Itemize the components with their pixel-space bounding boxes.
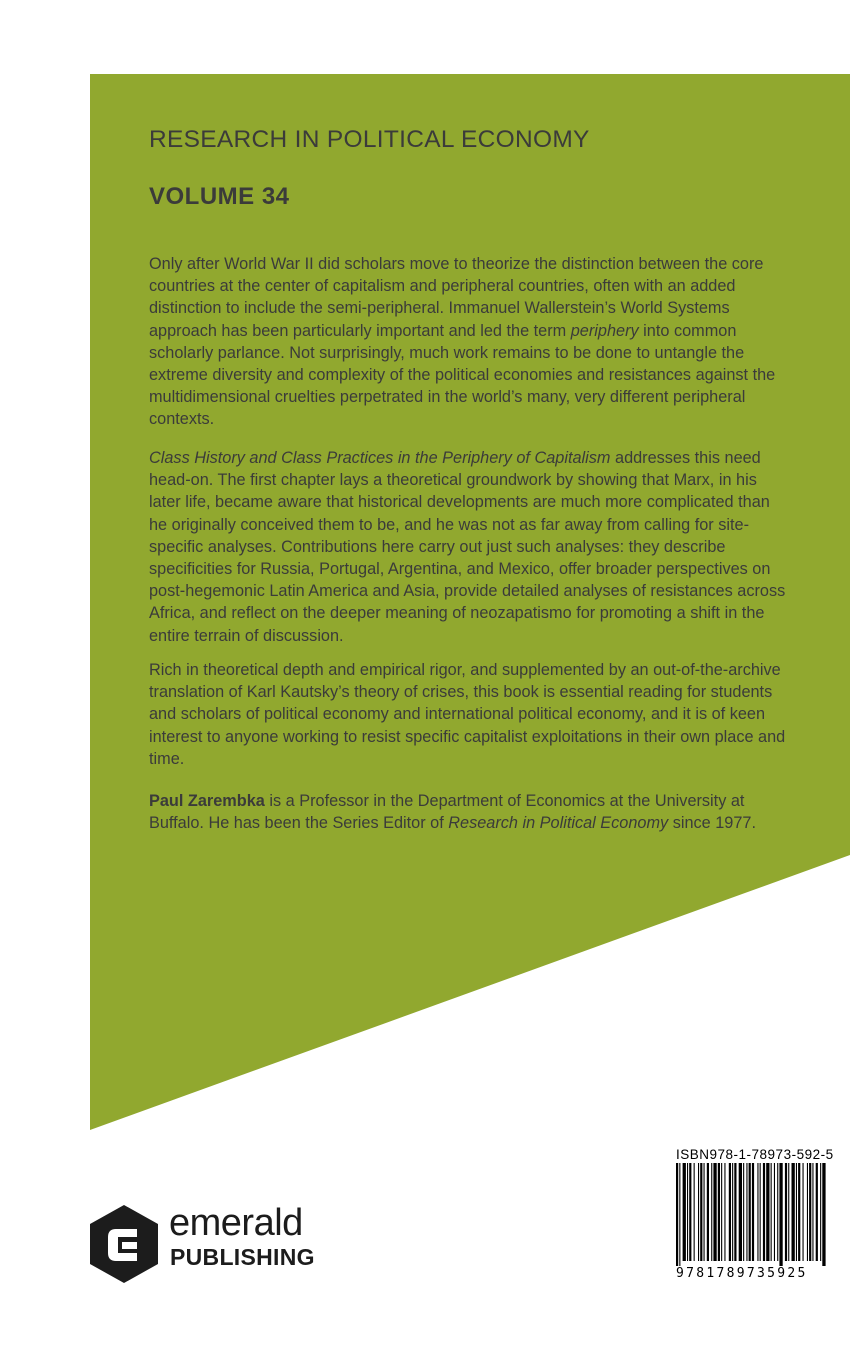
barcode-bar <box>792 1163 795 1261</box>
barcode-bar <box>798 1163 800 1261</box>
barcode-bar <box>820 1163 821 1261</box>
blurb-paragraph-1: Only after World War II did scholars move to theorize the distinction between the core countries at the center of capitalism and peripheral countries, often with an added distinction to include the semi-peripheral. Immanuel Wallerstein’s World Systems approach has been particularly important and led the term periphery into common scholarly parlance. Not surprisingly, much work remains to be done to untangle the extreme diversity and complexity of the political economies and resistances against the multidimensional cruelties perpetrated in the world’s many, very different peripheral contexts. <box>149 255 776 429</box>
author-bio: Paul Zarembka is a Professor in the Department of Economics at the University at Buffalo. He has been the Series Editor of Research in Political Economy since 1977. <box>149 792 756 833</box>
barcode-bar <box>788 1163 789 1261</box>
barcode-bar <box>803 1163 804 1261</box>
series-title: RESEARCH IN POLITICAL ECONOMY <box>149 126 590 153</box>
barcode-bar <box>694 1163 695 1261</box>
barcode-bar <box>822 1163 825 1266</box>
barcode-bar <box>687 1163 688 1261</box>
barcode-bar <box>812 1163 813 1261</box>
author-name: Paul Zarembka <box>149 792 265 810</box>
barcode-bar <box>683 1163 686 1261</box>
barcode-bar <box>707 1163 709 1261</box>
barcode-bar <box>774 1163 775 1261</box>
barcode-bar <box>734 1163 736 1261</box>
barcode-bar <box>698 1163 699 1261</box>
barcode-bar <box>746 1163 747 1261</box>
barcode-bar <box>743 1163 744 1261</box>
barcode-bar <box>771 1163 772 1261</box>
barcode-bar <box>711 1163 712 1261</box>
barcode-bar <box>732 1163 733 1261</box>
publisher-name-publishing: PUBLISHING <box>170 1244 315 1270</box>
volume-number: VOLUME 34 <box>149 183 290 210</box>
barcode-bar <box>689 1163 691 1261</box>
periphery-term: periphery <box>570 321 639 340</box>
barcode-bar <box>766 1163 769 1261</box>
barcode-bar <box>796 1163 797 1261</box>
barcode-bar <box>807 1163 808 1261</box>
barcode-bar <box>763 1163 765 1261</box>
barcode <box>676 1163 828 1266</box>
barcode-bar <box>749 1163 751 1261</box>
barcode-bar <box>785 1163 787 1261</box>
barcode-bar <box>679 1163 680 1266</box>
barcode-bar <box>718 1163 720 1261</box>
barcode-bar <box>700 1163 702 1261</box>
publisher-name-emerald: emerald <box>169 1202 303 1244</box>
barcode-bar <box>809 1163 811 1261</box>
barcode-bar <box>729 1163 731 1261</box>
blurb-paragraph-3: Rich in theoretical depth and empirical rigor, and supplemented by an out-of-the-archive translation of Karl Kautsky’s theory of crises, this book is essential reading for students and scholars of political economy and international political economy, and it is of keen interest to anyone working to resist specific capitalist exploitations in their own place and time. <box>149 661 786 768</box>
barcode-bar <box>739 1163 742 1261</box>
barcode-digits: 9781789735925 <box>676 1266 808 1281</box>
barcode-bar <box>704 1163 705 1261</box>
barcode-bar <box>724 1163 725 1261</box>
book-title-italic: Class History and Class Practices in the Periphery of Capitalism <box>149 449 611 467</box>
barcode-bar <box>721 1163 722 1261</box>
isbn-label: ISBN978-1-78973-592-5 <box>676 1147 834 1162</box>
barcode-bar <box>757 1163 758 1261</box>
series-name-italic: Research in Political Economy <box>448 814 669 833</box>
barcode-bar <box>760 1163 761 1261</box>
barcode-bar <box>816 1163 818 1261</box>
barcode-bar <box>779 1163 782 1266</box>
barcode-bar <box>752 1163 754 1261</box>
barcode-bar <box>676 1163 678 1266</box>
barcode-bar <box>777 1163 778 1261</box>
blurb-paragraph-2: Class History and Class Practices in the Periphery of Capitalism addresses this need head-on. The first chapter lays a theoretical groundwork by showing that Marx, in his later life, became aware that historical developments are much more complicated than he originally conceived them to be, and he was not as far away from calling for site-specific analyses. Contributions here carry out just such analyses: they describe specificities for Russia, Portugal, Argentina, and Mexico, offer broader perspectives on post-hegemonic Latin America and Asia, provide detailed analyses of resistances across Africa, and reflect on the deeper meaning of neozapatismo for promoting a shift in the entire terrain of discussion. <box>149 449 786 645</box>
barcode-bar <box>713 1163 716 1261</box>
